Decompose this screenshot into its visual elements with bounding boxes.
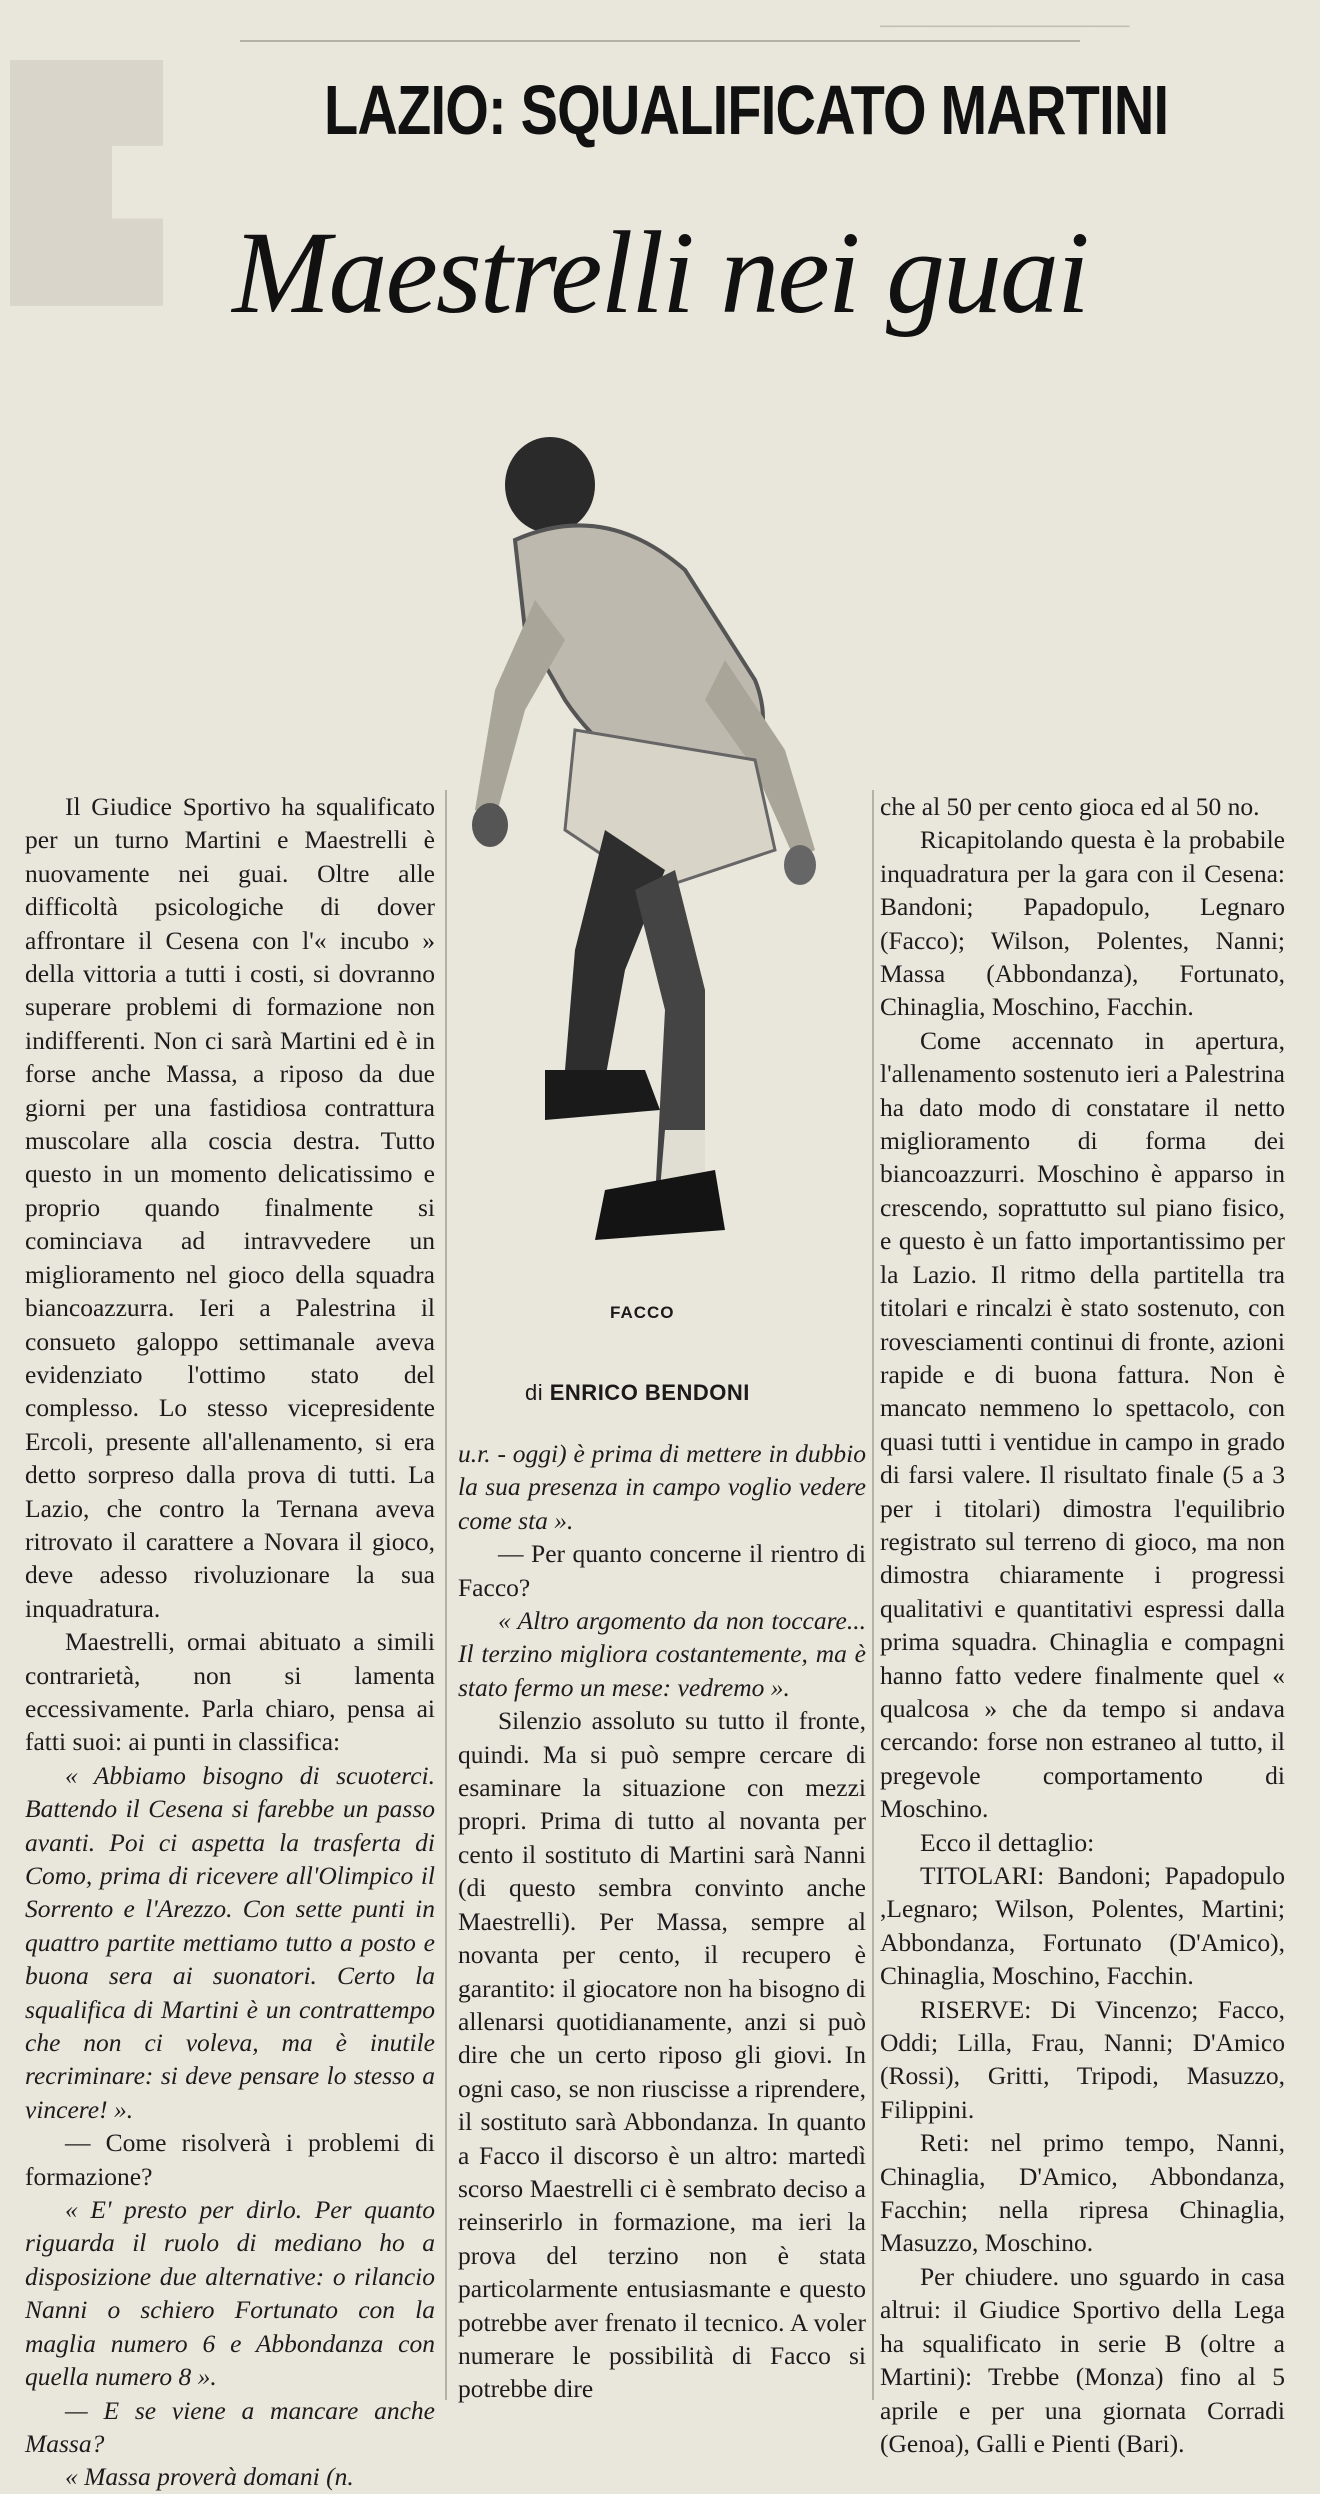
paragraph: Per chiudere. uno sguardo in casa altrui: il Giudice Sportivo della Lega ha squalificato in serie B (oltre a Martini): Trebbe (Monza) fino al 5 aprile e per una giornata Corradi (Genoa), Galli e Pienti (Bari). xyxy=(880,2261,1285,2458)
byline-author: ENRICO BENDONI xyxy=(549,1380,750,1405)
paragraph: Reti: nel primo tempo, Nanni, Chinaglia, D'Amico, Abbondanza, Facchin; nella ripresa Chinaglia, Masuzzo, Moschino. xyxy=(880,2128,1285,2258)
paragraph: Come accennato in apertura, l'allenamento sostenuto ieri a Palestrina ha dato modo di constatare il netto miglioramento di forma dei biancoazzurri. Moschino è apparso in crescendo, soprattutto sul piano fisico, e questo è un fatto importantissimo per la Lazio. Il ritmo della partitella tra titolari e rincalzi è stato sostenuto, con rovesciamenti continui di fronte, azioni rapide e di buona fattura. Non è mancato nemmeno lo spettacolo, con quasi tutti i ventidue in campo in grado di farsi valere. Il risultato finale (5 a 3 per i titolari) dimostra l'equilibrio registrato sul terreno di gioco, ma non dimostra chiaramente i progressi qualitativi e quantitativi espressi dalla prima squadra. Chinaglia e compagni hanno fatto vedere finalmente quel « qualcosa » che da tempo si andava cercando: forse non estraneo al tutto, il pregevole comportamento di Moschino. xyxy=(880,1025,1285,1824)
paragraph: Maestrelli, ormai abituato a simili contrarietà, non si lamenta eccessivamente. Parla chiaro, pensa ai fatti suoi: ai punti in classifica: xyxy=(25,1627,435,1757)
column-rule-right xyxy=(872,790,874,2400)
paragraph: RISERVE: Di Vincenzo; Facco, Oddi; Lilla, Frau, Nanni; D'Amico (Rossi), Gritti, Tripodi, Masuzzo, Filippini. xyxy=(880,1994,1285,2124)
paragraph: Ecco il dettaglio: xyxy=(920,1827,1095,1857)
header-rule xyxy=(240,40,1080,42)
article-column-2 xyxy=(458,1437,866,2406)
paragraph: « E' presto per dirlo. Per quanto riguarda il ruolo di mediano ho a disposizione due alternative: o rilancio Nanni o schiero Fortunato con la maglia numero 6 e Abbondanza con quella numero 8 ». xyxy=(25,2195,435,2392)
article-column-3 xyxy=(880,790,1285,2460)
paragraph: — Come risolverà i problemi di formazione? xyxy=(25,2128,435,2191)
byline-prefix: di xyxy=(525,1380,544,1405)
paragraph: che al 50 per cento gioca ed al 50 no. xyxy=(880,792,1260,821)
paragraph: Ricapitolando questa è la probabile inquadratura per la gara con il Cesena: Bandoni; Papadopulo, Legnaro (Facco); Wilson, Polentes, Nanni; Massa (Abbondanza), Fortunato, Chinaglia, Moschino, Facchin. xyxy=(880,825,1285,1022)
byline xyxy=(525,1380,750,1406)
paragraph: « Altro argomento da non toccare... Il terzino migliora costantemente, ma è stato fermo un mese: vedremo ». xyxy=(458,1606,866,1702)
ghost-column-right: ──────────────── xyxy=(880,13,1130,38)
paragraph: u.r. - oggi) è prima di mettere in dubbio la sua presenza in campo voglio vedere come sta ». xyxy=(458,1439,866,1535)
article-column-1 xyxy=(25,790,435,2494)
paragraph: « Abbiamo bisogno di scuoterci. Battendo il Cesena si farebbe un passo avanti. Poi ci aspetta la trasferta di Como, prima di ricevere all'Olimpico il Sorrento e l'Arezzo. Con sette punti in quattro partite mettiamo tutto a posto e buona sera ai suonatori. Certo la squalifica di Martini è un contrattempo che non ci voleva, ma è inutile recriminare: si deve pensare lo stesso a vincere! ». xyxy=(25,1760,435,2124)
paragraph: — Per quanto concerne il rientro di Facco? xyxy=(458,1539,866,1602)
paragraph: Il Giudice Sportivo ha squalificato per un turno Martini e Maestrelli è nuovamente nei guai. Oltre alle difficoltà psicologiche di dover affrontare il Cesena con l'« incubo » della vittoria a tutti i costi, si dovranno superare problemi di formazione non indifferenti. Non ci sarà Martini ed è in forse anche Massa, a riposo da due giorni per una fastidiosa contrattura muscolare alla coscia destra. Tutto questo in un momento delicatissimo e proprio quando finalmente si cominciava ad intravvedere un miglioramento nel gioco della squadra biancoazzurra. Ieri a Palestrina il consueto galoppo settimanale aveva evidenziato l'ottimo stato del complesso. Lo stesso vicepresidente Ercoli, presente all'allenamento, si era detto sorpreso dalla prova di tutti. La Lazio, che contro la Ternana aveva ritrovato il carattere a Novara il gioco, deve adesso rivoluzionare la sua inquadratura. xyxy=(25,792,435,1623)
paragraph: Silenzio assoluto su tutto il fronte, quindi. Ma si può sempre cercare di esaminare la situazione con mezzi propri. Prima di tutto al novanta per cento il sostituto di Martini sarà Nanni (di questo sembra convinto anche Maestrelli). Per Massa, sempre al novanta per cento, il recupero è garantito: il giocatore non ha bisogno di allenarsi quotidianamente, anzi si può dire che un certo riposo gli giovi. In ogni caso, se non riuscisse a riprendere, il sostituto sarà Abbondanza. In quanto a Facco il discorso è un altro: martedì scorso Maestrelli ci è sembrato deciso a reinserirlo in formazione, ma ieri la prova del terzino non è stata particolarmente entusiasmante e questo potrebbe aver frenato il tecnico. A voler numerare le possibilità di Facco si potrebbe dire xyxy=(458,1706,866,2404)
player-photo xyxy=(455,430,855,1290)
photo-caption: FACCO xyxy=(610,1303,675,1322)
article-title: Maestrelli nei guai xyxy=(232,207,1088,338)
ghost-headline-left: ███ ██ ███ xyxy=(10,60,164,300)
article-kicker: LAZIO: SQUALIFICATO MARTINI xyxy=(324,71,1169,149)
paragraph: « Massa proverà domani (n. xyxy=(65,2462,354,2492)
column-rule-left xyxy=(445,790,447,2400)
paragraph: TITOLARI: Bandoni; Papadopulo ,Legnaro; Wilson, Polentes, Martini; Abbondanza, Fortunato (D'Amico), Chinaglia, Moschino, Facchin. xyxy=(880,1861,1285,1991)
paragraph: — E se viene a mancare anche Massa? xyxy=(25,2395,435,2458)
